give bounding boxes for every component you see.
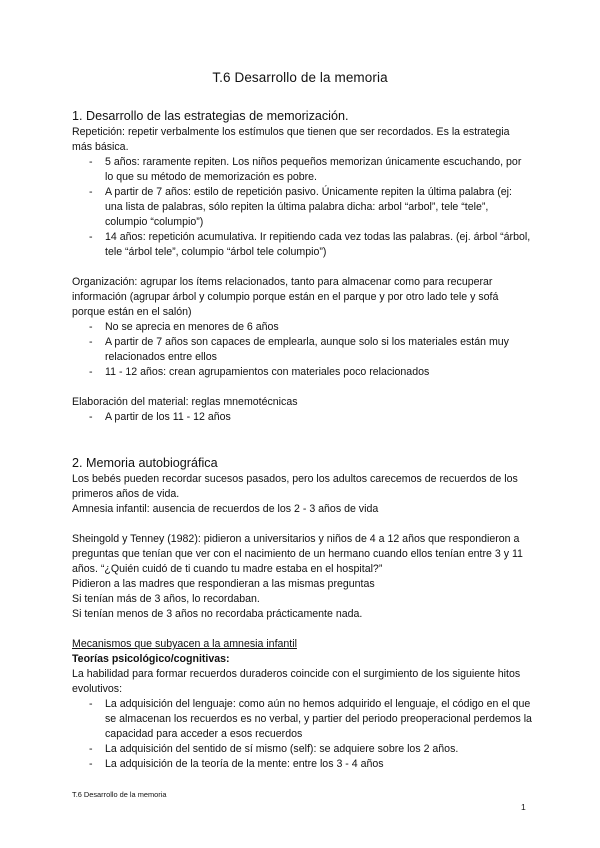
teorias-heading: Teorías psicológico/cognitivas: xyxy=(72,653,230,665)
document-title: T.6 Desarrollo de la memoria xyxy=(212,70,388,85)
list-item: - 14 años: repetición acumulativa. Ir repitiendo cada vez todas las palabras. (ej. árbol “árbol, tele “árbol tele”, columpio “árbol tele columpio”) xyxy=(92,230,532,260)
study-line: Pidieron a las madres que respondieran a las mismas preguntas xyxy=(72,578,375,590)
list-item: - La adquisición del lenguaje: como aún no hemos adquirido el lenguaje, el código en el que se almacenan los recuerdos es no verbal, y partier del periodo preoperacional perdemos la capacidad para acceder a esos recuerdos xyxy=(92,697,532,742)
study-line: Si tenían más de 3 años, lo recordaban. xyxy=(72,593,260,605)
elaboracion-list xyxy=(72,410,532,425)
page-number: 1 xyxy=(521,802,526,812)
list-item: - La adquisición del sentido de sí mismo (self): se adquiere sobre los 2 años. xyxy=(92,742,532,757)
document-body xyxy=(72,108,532,772)
section-2-paragraph: Los bebés pueden recordar sucesos pasados, pero los adultos carecemos de recuerdos de los primeros años de vida. xyxy=(72,473,518,500)
section-2-heading: 2. Memoria autobiográfica xyxy=(72,456,218,470)
teorias-intro: La habilidad para formar recuerdos duraderos coincide con el surgimiento de los siguiente hitos evolutivos: xyxy=(72,668,521,695)
organizacion-intro: Organización: agrupar los ítems relacionados, tanto para almacenar como para recuperar información (agrupar árbol y columpio porque están en el parque y por otro lado tele y sofá porque están en el salón) xyxy=(72,276,499,318)
study-paragraph: Sheingold y Tenney (1982): pidieron a universitarios y niños de 4 a 12 años que respondieron a preguntas que tenían que ver con el nacimiento de un hermano cuando ellos tenían entre 3 y 11 años. “¿Quién cuidó de ti cuando tu madre estaba en el hospital?” xyxy=(72,533,523,575)
amnesia-definition: Amnesia infantil: ausencia de recuerdos de los 2 - 3 años de vida xyxy=(72,503,379,515)
list-item: - 11 - 12 años: crean agrupamientos con materiales poco relacionados xyxy=(92,365,532,380)
mecanismos-heading: Mecanismos que subyacen a la amnesia infantil xyxy=(72,638,297,650)
section-1-heading: 1. Desarrollo de las estrategias de memorización. xyxy=(72,109,349,123)
list-item: - A partir de 7 años son capaces de emplearla, aunque solo si los materiales están muy relacionados entre ellos xyxy=(92,335,532,365)
repeticion-intro: Repetición: repetir verbalmente los estímulos que tienen que ser recordados. Es la estrategia más básica. xyxy=(72,126,510,153)
list-item: - La adquisición de la teoría de la mente: entre los 3 - 4 años xyxy=(92,757,532,772)
list-item: - A partir de los 11 - 12 años xyxy=(92,410,532,425)
list-item: - 5 años: raramente repiten. Los niños pequeños memorizan únicamente escuchando, por lo que su método de memorización es pobre. xyxy=(92,155,532,185)
repeticion-list xyxy=(72,155,532,260)
list-item: - No se aprecia en menores de 6 años xyxy=(92,320,532,335)
hitos-list xyxy=(72,697,532,772)
list-item: - A partir de 7 años: estilo de repetición pasivo. Únicamente repiten la última palabra (ej: una lista de palabras, sólo repiten la última palabra dicha: arbol “arbol”, tele “tele”, columpio “columpio”) xyxy=(92,185,532,230)
organizacion-list xyxy=(72,320,532,380)
study-line: Si tenían menos de 3 años no recordaba prácticamente nada. xyxy=(72,608,363,620)
page-footer: T.6 Desarrollo de la memoria xyxy=(72,790,167,799)
elaboracion-intro: Elaboración del material: reglas mnemotécnicas xyxy=(72,396,298,408)
